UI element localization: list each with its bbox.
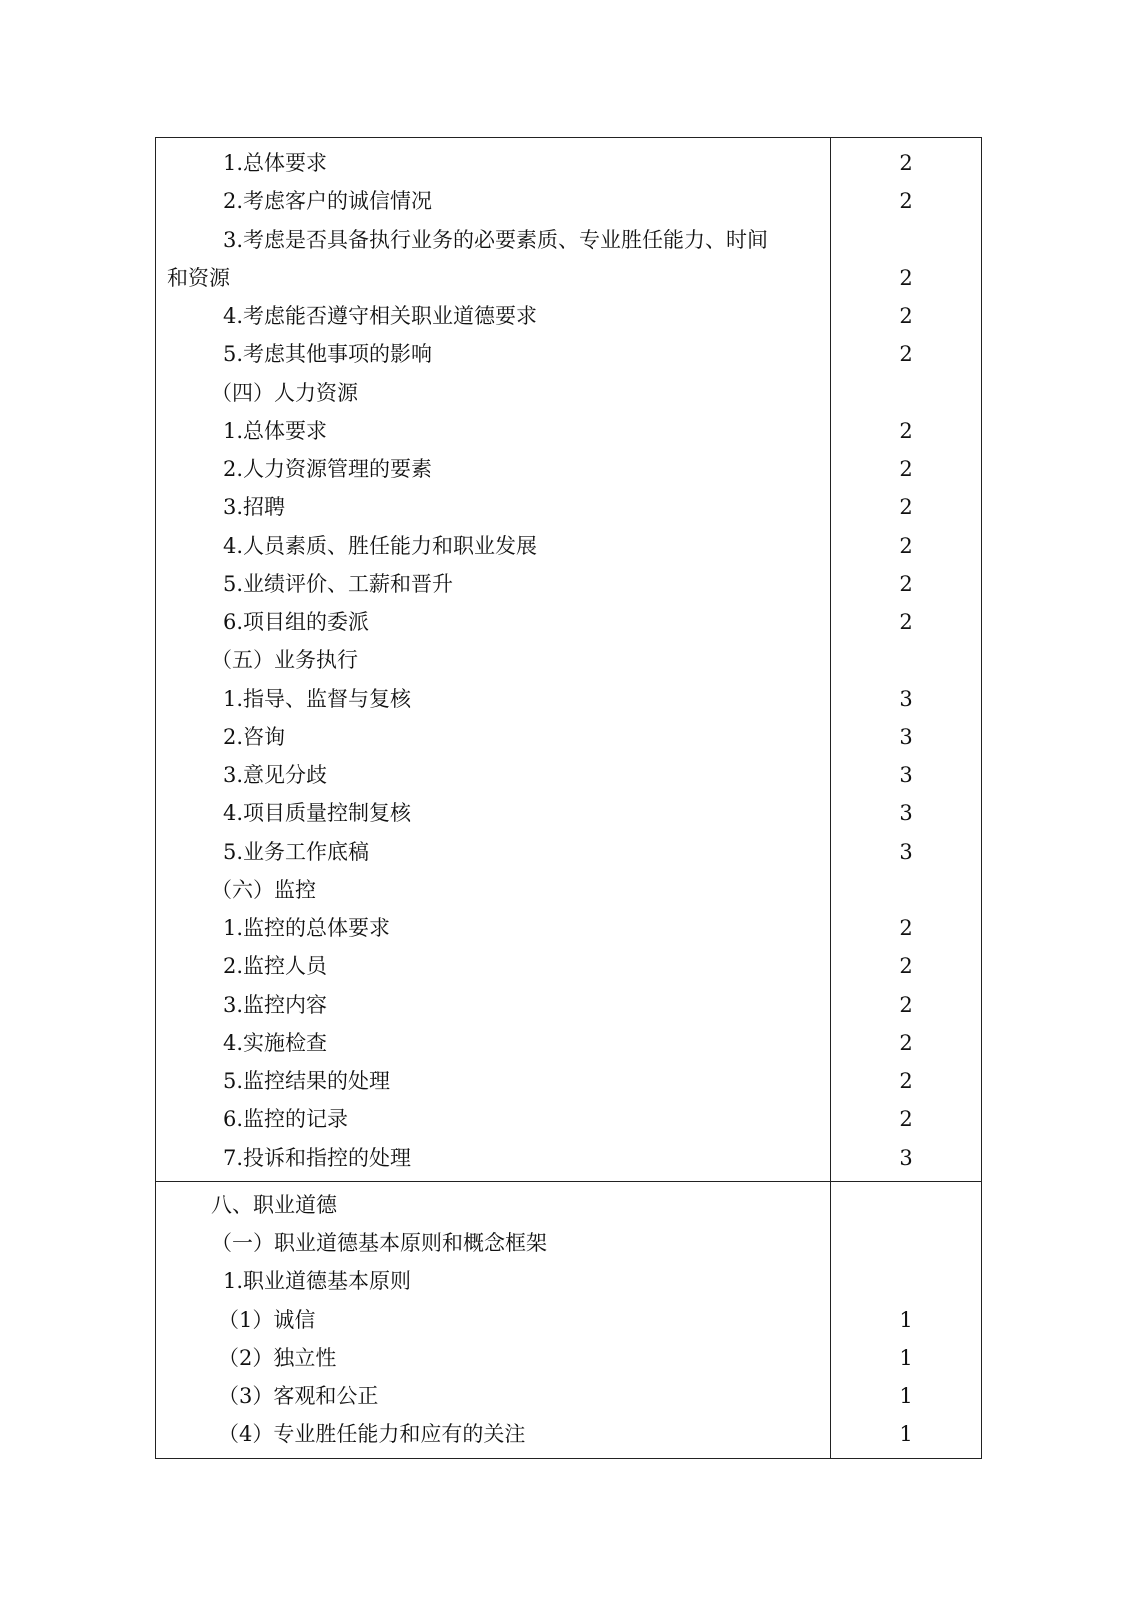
item-text: （4）专业胜任能力和应有的关注	[218, 1422, 526, 1447]
item-level: 2	[899, 610, 913, 634]
item-text: 6.监控的记录	[223, 1107, 349, 1132]
item-text: （四）人力资源	[211, 380, 358, 405]
table-section-quality-control	[156, 138, 982, 1182]
item-level: 2	[899, 1107, 913, 1132]
item-text: （1）诚信	[218, 1307, 316, 1332]
item-level: 2	[899, 151, 913, 175]
item-level: 2	[899, 495, 913, 520]
item-level	[831, 1262, 981, 1300]
item-level: 3	[899, 801, 913, 826]
item-level: 2	[899, 189, 913, 214]
item-level: 2	[899, 457, 913, 481]
item-text: 3.考虑是否具备执行业务的必要素质、专业胜任能力、时间	[223, 227, 769, 252]
content-cell	[156, 1181, 831, 1458]
item-level: 2	[899, 304, 913, 328]
item-level: 2	[899, 265, 913, 290]
item-text: 6.项目组的委派	[223, 610, 370, 634]
item-text: 3.意见分歧	[223, 763, 328, 787]
item-text: 4.实施检查	[223, 1030, 328, 1055]
syllabus-table	[155, 137, 982, 1459]
item-level: 3	[899, 763, 913, 787]
item-level	[831, 871, 981, 909]
item-text: 3.招聘	[223, 495, 286, 520]
item-text: 2.人力资源管理的要素	[223, 457, 433, 481]
item-text: 5.业务工作底稿	[223, 839, 370, 864]
item-text: 1.总体要求	[223, 418, 328, 443]
item-level: 3	[899, 1145, 913, 1170]
item-text: 5.业绩评价、工薪和晋升	[223, 571, 454, 596]
item-text: （一）职业道德基本原则和概念框架	[211, 1231, 547, 1255]
item-level: 2	[899, 954, 913, 979]
item-level: 2	[899, 1069, 913, 1093]
item-text: 3.监控内容	[223, 992, 328, 1017]
content-cell	[156, 138, 831, 1182]
item-level: 2	[899, 992, 913, 1017]
item-text: 4.人员素质、胜任能力和职业发展	[223, 533, 538, 558]
level-cell	[831, 1181, 982, 1458]
item-text: 2.监控人员	[223, 954, 328, 979]
item-text: 1.指导、监督与复核	[223, 686, 412, 711]
table-section-professional-ethics	[156, 1181, 982, 1458]
item-level: 3	[899, 839, 913, 864]
item-level: 2	[899, 418, 913, 443]
item-text: 7.投诉和指控的处理	[223, 1145, 412, 1170]
item-level: 1	[899, 1422, 913, 1447]
item-text: （3）客观和公正	[218, 1384, 379, 1408]
level-cell	[831, 138, 982, 1182]
item-text: 和资源	[167, 265, 230, 290]
item-text: 4.考虑能否遵守相关职业道德要求	[223, 304, 538, 328]
item-text: 1.监控的总体要求	[223, 916, 391, 940]
item-text: 2.考虑客户的诚信情况	[223, 189, 433, 214]
item-text: 5.考虑其他事项的影响	[223, 342, 433, 367]
item-level: 3	[899, 686, 913, 711]
item-text: 1.职业道德基本原则	[223, 1269, 412, 1294]
item-level: 3	[899, 724, 913, 749]
item-level: 2	[899, 342, 913, 367]
item-text: 2.咨询	[223, 724, 286, 749]
item-level: 2	[899, 571, 913, 596]
item-level: 1	[899, 1307, 913, 1332]
item-level	[831, 374, 981, 412]
item-text: 4.项目质量控制复核	[223, 801, 412, 826]
item-text: 5.监控结果的处理	[223, 1069, 391, 1093]
item-text: 八、职业道德	[211, 1192, 337, 1217]
item-level: 1	[899, 1384, 913, 1408]
item-level	[831, 1224, 981, 1262]
item-text: （五）业务执行	[211, 648, 358, 673]
item-level: 2	[899, 1030, 913, 1055]
item-level: 1	[899, 1345, 913, 1370]
item-text: （六）监控	[211, 877, 316, 902]
item-level	[831, 1186, 981, 1224]
item-text: 1.总体要求	[223, 151, 328, 175]
item-level	[831, 641, 981, 679]
item-level	[831, 221, 981, 259]
item-level: 2	[899, 533, 913, 558]
item-text: （2）独立性	[218, 1345, 337, 1370]
item-level: 2	[899, 916, 913, 940]
